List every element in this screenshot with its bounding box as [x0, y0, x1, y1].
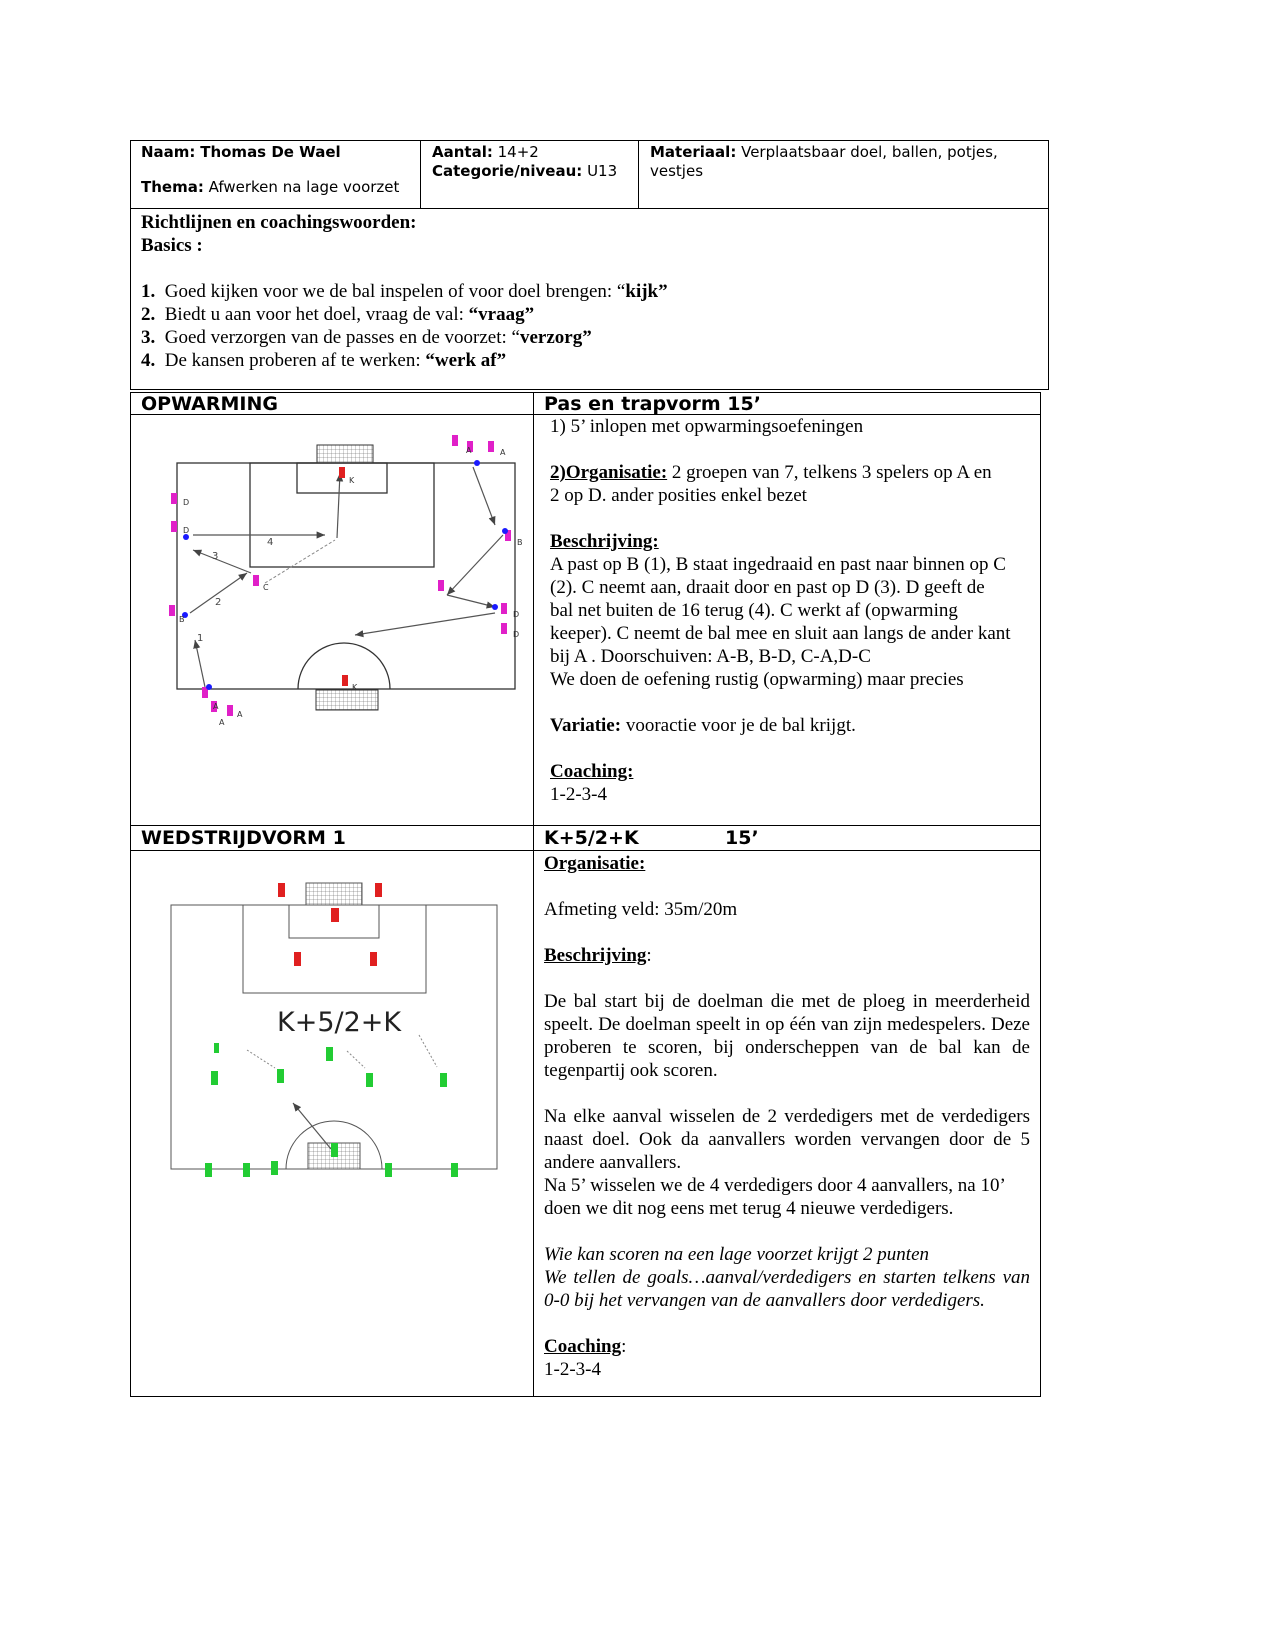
basics-num: 1. — [141, 281, 156, 302]
wedstrijd-coaching-line — [544, 1335, 1030, 1358]
balls — [182, 460, 508, 690]
green-players — [205, 1043, 458, 1177]
svg-text:K: K — [352, 683, 358, 692]
basics-item — [141, 280, 668, 303]
beschrijving-label: Beschrijving: — [550, 531, 659, 552]
basics-text: Biedt u aan voor het doel, vraag de val: — [164, 304, 469, 325]
goal-top — [317, 445, 373, 463]
basics-text: Goed kijken voor we de bal inspelen of voor doel brengen: “ — [164, 281, 626, 302]
wedstrijd-beschrijving-label: Beschrijving — [544, 945, 647, 966]
svg-text:A: A — [237, 710, 243, 719]
basics-word: verzorg” — [519, 327, 592, 348]
kvorm-title: K+5/2+K — [544, 827, 639, 849]
para-2: Na elke aanval wisselen de 2 verdedigers met de verdedigers naast doel. Ook da aanvallers worden vervangen door de 5 andere aanvallers. — [544, 1106, 1030, 1173]
aantal-value: 14+2 — [497, 143, 539, 161]
basics-list — [141, 280, 668, 372]
thema-label: Thema: — [141, 178, 204, 196]
basics-word: kijk” — [625, 281, 668, 302]
beschrijving-line: bal net buiten de 16 terug (4). C werkt af (opwarming — [550, 600, 958, 621]
svg-text:D: D — [183, 498, 190, 507]
svg-text:D: D — [183, 526, 190, 535]
italic-line-1: Wie kan scoren na een lage voorzet krijgt 2 punten — [544, 1244, 930, 1265]
pass-number: 1 — [197, 633, 204, 644]
header-divider-1 — [420, 140, 421, 209]
basics-text: De kansen proberen af te werken: — [164, 350, 426, 371]
goal-top — [306, 883, 362, 905]
aantal-label: Aantal: — [432, 143, 493, 161]
svg-text:D: D — [513, 610, 520, 619]
svg-text:B: B — [179, 615, 185, 624]
beschrijving-line: (2). C neemt aan, draait door en past op D (3). D geeft de — [550, 577, 985, 598]
pass-number: 3 — [212, 551, 219, 562]
variatie-line — [550, 714, 1035, 737]
thema-cell — [141, 178, 399, 197]
basics-word: “vraag” — [468, 304, 535, 325]
coaching-label: Coaching: — [550, 761, 634, 782]
inlopen-line: 1) 5’ inlopen met opwarmingsoefeningen — [550, 416, 864, 437]
variatie-text: vooractie voor je de bal krijgt. — [621, 715, 856, 736]
svg-text:A: A — [466, 446, 472, 455]
svg-text:B: B — [517, 538, 523, 547]
variatie-label: Variatie: — [550, 715, 622, 736]
afmeting-line: Afmeting veld: 35m/20m — [544, 899, 738, 920]
basics-item — [141, 326, 668, 349]
basics-item — [141, 303, 668, 326]
materiaal-label: Materiaal: — [650, 143, 737, 161]
pass-number: 2 — [215, 597, 222, 608]
svg-text:C: C — [263, 583, 269, 592]
guidelines-content — [141, 211, 668, 372]
beschrijving-line: A past op B (1), B staat ingedraaid en past naar binnen op C — [550, 554, 1006, 575]
organisatie-line — [550, 461, 1035, 484]
para-1: De bal start bij de doelman die met de ploeg in meerderheid speelt. De doelman speelt in op één van zijn medespelers. Deze proberen te scoren, bij onderscheppen van de bal kan de tegenpartij ook scoren. — [544, 991, 1030, 1081]
basics-item — [141, 349, 668, 372]
kvorm-time: 15’ — [725, 827, 759, 849]
pass-number: 4 — [267, 537, 274, 548]
basics-num: 4. — [141, 350, 156, 371]
organisatie-text: 2 groepen van 7, telkens 3 spelers op A en — [667, 462, 992, 483]
coaching-text: 1-2-3-4 — [550, 784, 607, 805]
wedstrijd-organisatie-label: Organisatie: — [544, 853, 646, 874]
header-divider-2 — [638, 140, 639, 209]
opwarming-text — [550, 415, 1035, 806]
materiaal-cell — [650, 143, 998, 181]
guidelines-subtitle: Basics : — [141, 235, 203, 256]
svg-text:A: A — [219, 718, 225, 727]
colon: : — [646, 945, 652, 966]
para-3a: Na 5’ wisselen we de 4 verdedigers door 4 aanvallers, na 10’ — [544, 1175, 1006, 1196]
svg-text:A: A — [213, 702, 219, 711]
wedstrijdvorm-title: WEDSTRIJDVORM 1 — [141, 827, 346, 849]
para-3b: doen we dit nog eens met terug 4 nieuwe verdedigers. — [544, 1198, 954, 1219]
penalty-area — [250, 463, 434, 567]
wedstrijd-coaching-label: Coaching — [544, 1336, 622, 1357]
warmup-diagram — [155, 425, 535, 735]
basics-word: “werk af” — [425, 350, 507, 371]
row-line-3 — [130, 850, 1041, 851]
guidelines-title: Richtlijnen en coachingswoorden: — [141, 212, 417, 233]
svg-text:A: A — [500, 448, 506, 457]
goal-bottom — [316, 690, 378, 710]
beschrijving-line: bij A . Doorschuiven: A-B, B-D, C-A,D-C — [550, 646, 871, 667]
opwarming-title: OPWARMING — [141, 393, 278, 415]
naam-label: Naam: — [141, 143, 196, 161]
beschrijving-line: We doen de oefening rustig (opwarming) maar precies — [550, 669, 964, 690]
organisatie-label: 2)Organisatie: — [550, 462, 668, 483]
svg-text:K: K — [349, 476, 355, 485]
materiaal-value-2: vestjes — [650, 162, 704, 180]
svg-text:D: D — [513, 630, 520, 639]
basics-num: 2. — [141, 304, 156, 325]
colon: : — [621, 1336, 627, 1357]
categorie-value: U13 — [587, 162, 618, 180]
basics-text: Goed verzorgen van de passes en de voorzet: “ — [164, 327, 520, 348]
match-diagram — [165, 875, 505, 1185]
wedstrijd-beschrijving-line — [544, 944, 1030, 967]
beschrijving-line: keeper). C neemt de bal mee en sluit aan langs de ander kant — [550, 623, 1011, 644]
pas-trapvorm-title: Pas en trapvorm 15’ — [544, 393, 761, 415]
wedstrijd-text — [544, 852, 1030, 1381]
wedstrijd-coaching-text: 1-2-3-4 — [544, 1359, 601, 1380]
italic-line-2: We tellen de goals…aanval/verdedigers en starten telkens van 0-0 bij het vervangen van de aanvallers door verdedigers. — [544, 1267, 1030, 1311]
diagram-title: K+5/2+K — [277, 1007, 402, 1038]
basics-num: 3. — [141, 327, 156, 348]
thema-value: Afwerken na lage voorzet — [208, 178, 400, 196]
materiaal-value: Verplaatsbaar doel, ballen, potjes, — [741, 143, 998, 161]
organisatie-line-2: 2 op D. ander posities enkel bezet — [550, 485, 807, 506]
categorie-label: Categorie/niveau: — [432, 162, 583, 180]
naam-cell — [141, 143, 341, 162]
aantal-cell — [432, 143, 617, 181]
naam-value: Thomas De Wael — [200, 143, 341, 161]
